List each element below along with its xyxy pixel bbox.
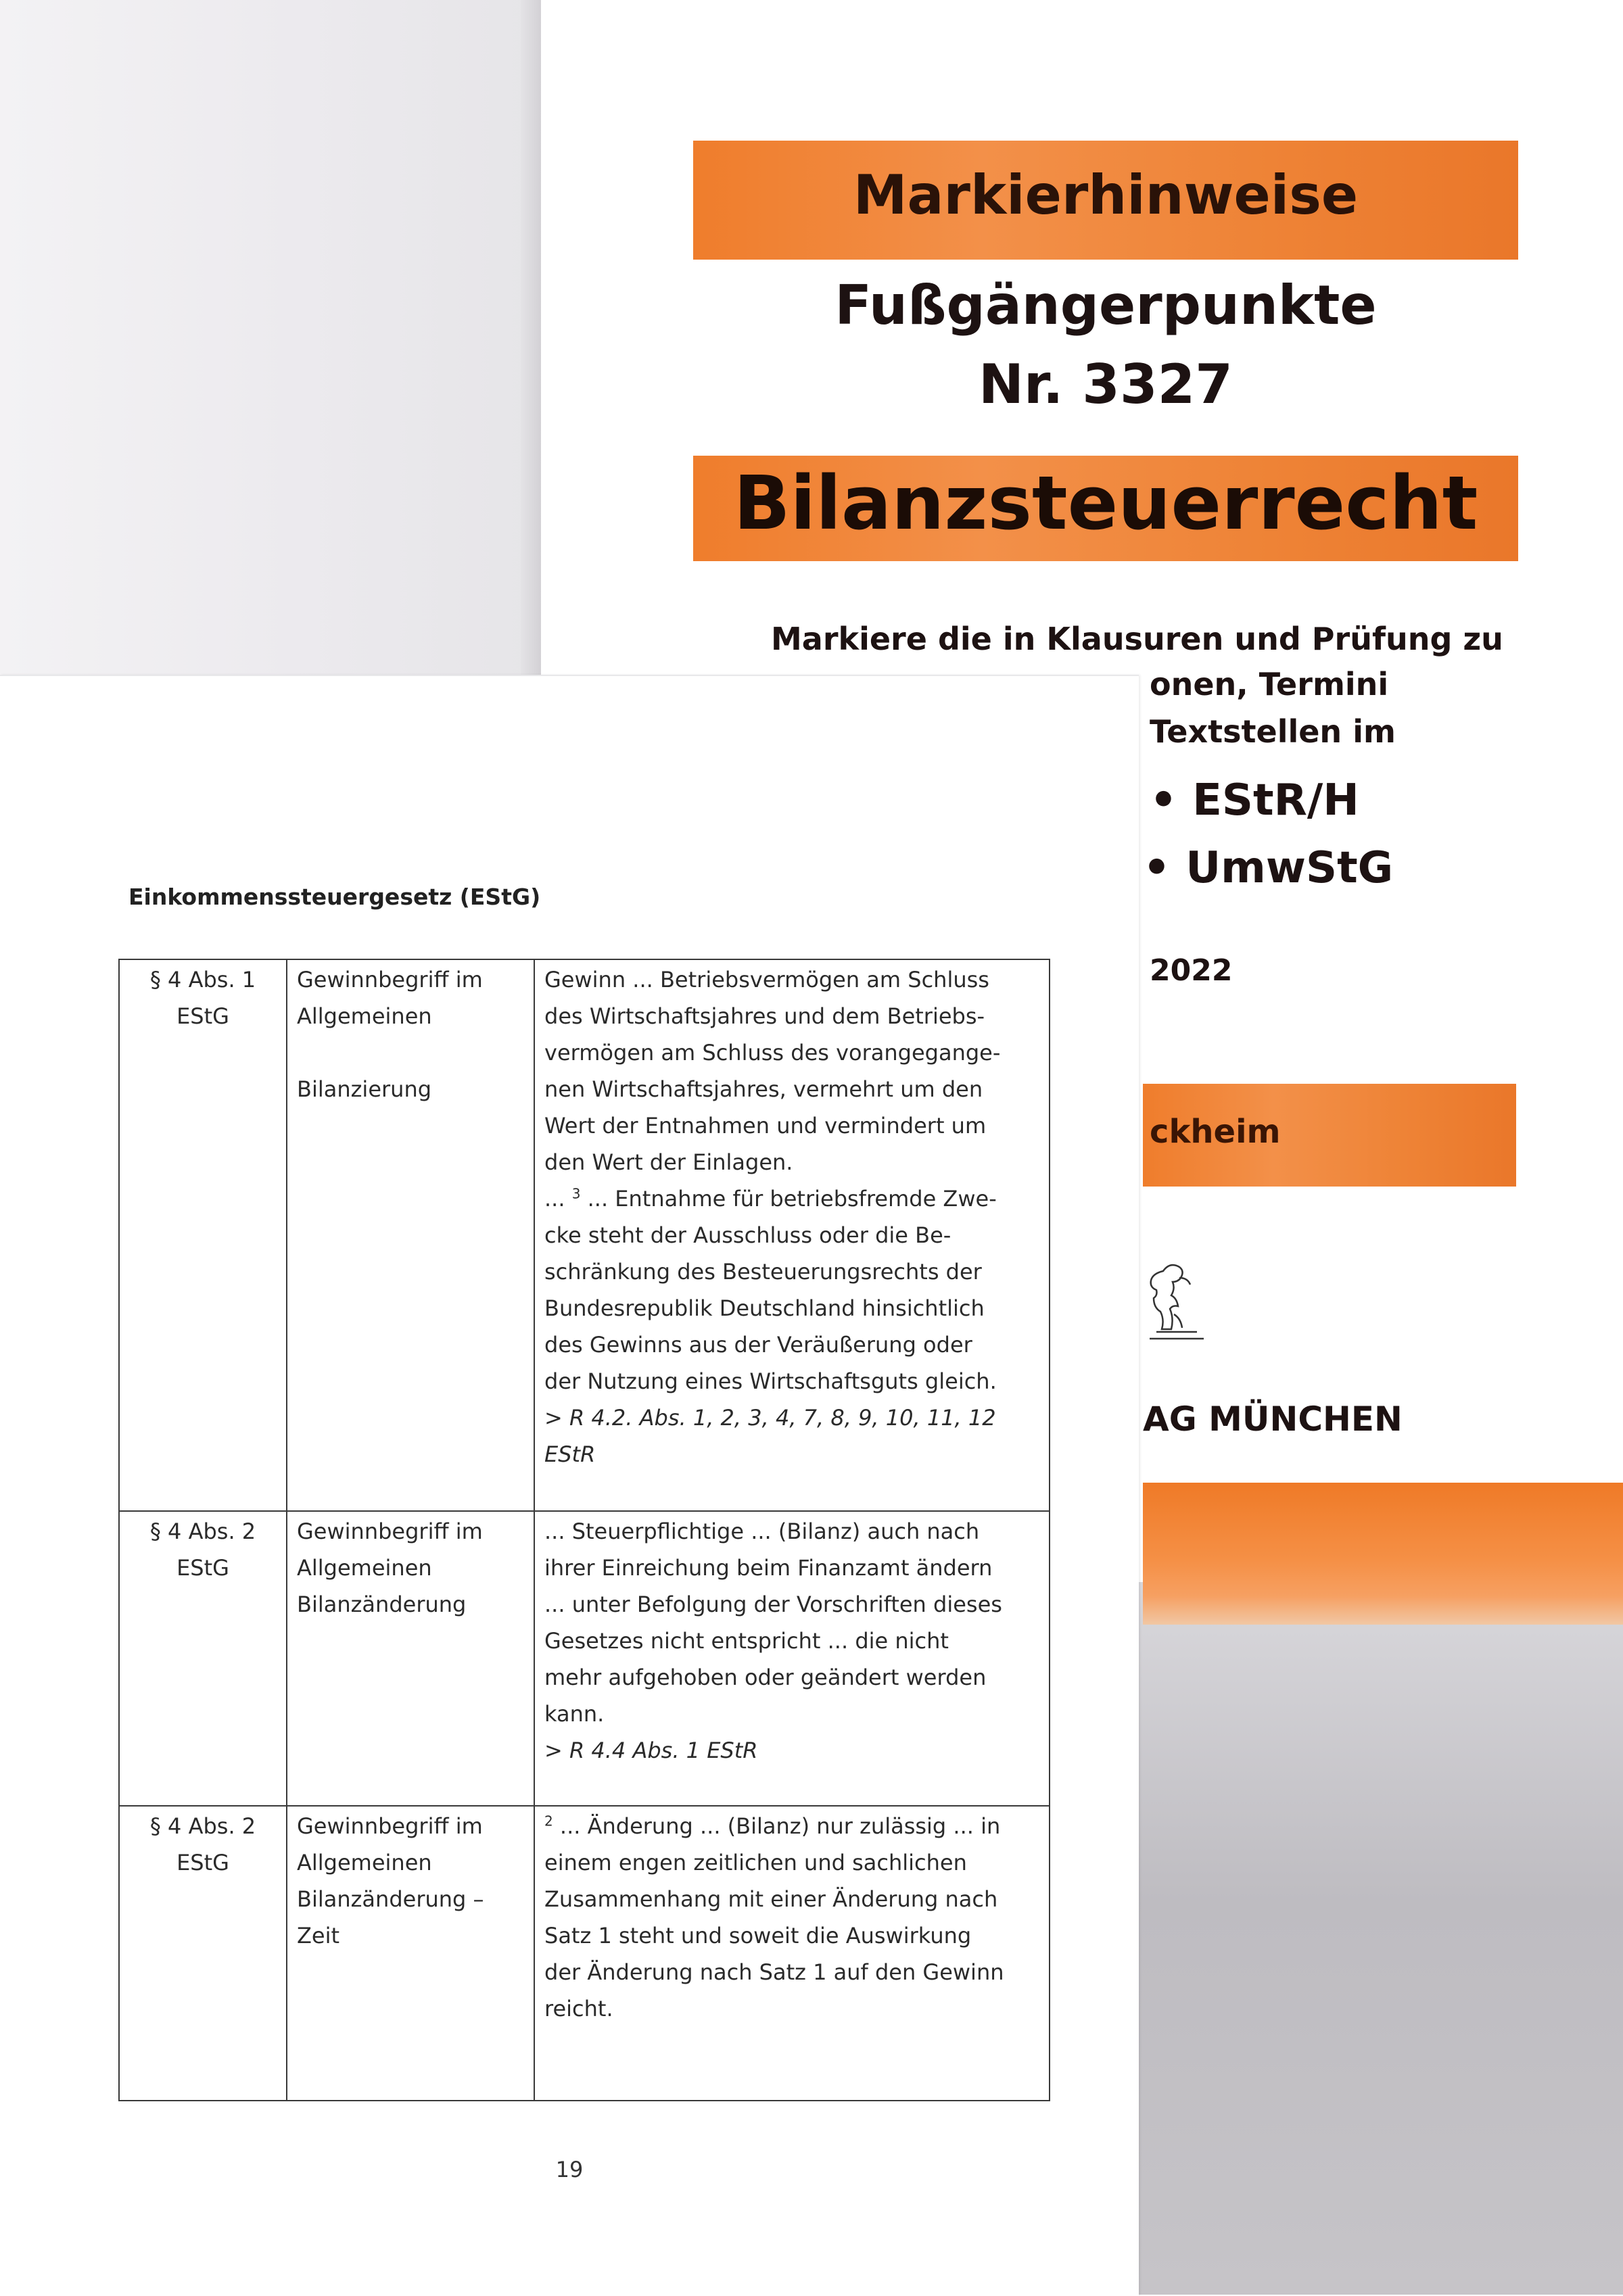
legal-text-line: schränkung des Besteuerungsrechts der bbox=[544, 1259, 982, 1285]
cover-band-bottom bbox=[1143, 1483, 1623, 1625]
cover-description-line-2: onen, Termini bbox=[1150, 666, 1389, 702]
cover-number: Nr. 3327 bbox=[979, 353, 1233, 416]
cover-law-umwstg: • UmwStG bbox=[1143, 843, 1394, 893]
legal-text-line: Wert der Entnahmen und vermindert um bbox=[544, 1113, 987, 1139]
topic-line: Allgemeinen bbox=[297, 1003, 432, 1029]
legal-text-footnote-line bbox=[544, 1180, 1039, 1217]
topic-cell bbox=[287, 1511, 534, 1806]
topic-cell bbox=[287, 959, 534, 1511]
law-abbreviation: EStG bbox=[177, 1003, 229, 1029]
document-title: Einkommenssteuergesetz (EStG) bbox=[128, 884, 541, 910]
legal-text-line: cke steht der Ausschluss oder die Be- bbox=[544, 1222, 951, 1248]
legal-text-line: Gesetzes nicht entspricht ... die nicht bbox=[544, 1628, 949, 1654]
footnote-prefix: ... bbox=[544, 1186, 572, 1212]
guideline-reference: EStR bbox=[544, 1441, 596, 1467]
table-row bbox=[119, 959, 1050, 1511]
topic-line: Gewinnbegriff im bbox=[297, 967, 483, 992]
law-table bbox=[118, 959, 1050, 2101]
legal-text-line: Zusammenhang mit einer Änderung nach bbox=[544, 1886, 998, 1912]
paragraph-reference-cell bbox=[119, 1511, 287, 1806]
cover-description-line-1: Markiere die in Klausuren und Prüfung zu bbox=[771, 621, 1503, 657]
legal-text-line: ihrer Einreichung beim Finanzamt ändern bbox=[544, 1555, 993, 1581]
topic-line: Zeit bbox=[297, 1923, 340, 1948]
cover-year: 2022 bbox=[1150, 953, 1233, 988]
legal-text-line: ... Steuerpflichtige ... (Bilanz) auch nach bbox=[544, 1518, 980, 1544]
topic-line: Allgemeinen bbox=[297, 1850, 432, 1875]
background-left-pages bbox=[0, 0, 541, 676]
legal-text-line: Gewinn ... Betriebsvermögen am Schluss bbox=[544, 967, 989, 992]
topic-cell bbox=[287, 1806, 534, 2101]
law-abbreviation: EStG bbox=[177, 1555, 229, 1581]
topic-line: Bilanzänderung bbox=[297, 1592, 467, 1617]
legal-text-cell bbox=[534, 1511, 1050, 1806]
cover-subtitle: Fußgängerpunkte bbox=[834, 274, 1377, 337]
publisher-lion-logo bbox=[1136, 1258, 1210, 1345]
legal-text-line: reicht. bbox=[544, 1996, 613, 2022]
spacer bbox=[297, 1034, 524, 1071]
legal-text-line: Bundesrepublik Deutschland hinsichtlich bbox=[544, 1295, 985, 1321]
book-edge-shadow bbox=[521, 0, 541, 676]
paragraph-reference: § 4 Abs. 2 bbox=[149, 1813, 256, 1839]
legal-text-line: der Nutzung eines Wirtschaftsguts gleich. bbox=[544, 1368, 997, 1394]
topic-line: Gewinnbegriff im bbox=[297, 1813, 483, 1839]
guideline-reference: > R 4.2. Abs. 1, 2, 3, 4, 7, 8, 9, 10, 11, 12 bbox=[544, 1405, 996, 1431]
page-number: 19 bbox=[555, 2157, 584, 2182]
legal-text-line: mehr aufgehoben oder geändert werden bbox=[544, 1665, 987, 1690]
footnote-marker: 3 bbox=[571, 1185, 581, 1202]
legal-text-line: kann. bbox=[544, 1701, 605, 1727]
legal-text-line: des Wirtschaftsjahres und dem Betriebs- bbox=[544, 1003, 985, 1029]
legal-text-cell bbox=[534, 1806, 1050, 2101]
cover-header: Markierhinweise bbox=[853, 164, 1359, 226]
paragraph-reference-cell bbox=[119, 1806, 287, 2101]
paragraph-reference: § 4 Abs. 1 bbox=[149, 967, 256, 992]
cover-description-line-3: Textstellen im bbox=[1150, 713, 1396, 750]
topic-line: Allgemeinen bbox=[297, 1555, 432, 1581]
paragraph-reference: § 4 Abs. 2 bbox=[149, 1518, 256, 1544]
law-abbreviation: EStG bbox=[177, 1850, 229, 1875]
legal-text-fragment: ... Änderung ... (Bilanz) nur zulässig ... in bbox=[552, 1813, 1001, 1839]
sentence-marker: 2 bbox=[544, 1813, 553, 1829]
topic-line: Bilanzierung bbox=[297, 1076, 432, 1102]
cover-title: Bilanzsteuerrecht bbox=[733, 460, 1478, 546]
legal-text-first-line bbox=[544, 1808, 1039, 1844]
legal-text-line: nen Wirtschaftsjahres, vermehrt um den bbox=[544, 1076, 983, 1102]
legal-text-line: einem engen zeitlichen und sachlichen bbox=[544, 1850, 967, 1875]
footnote-text: ... Entnahme für betriebsfremde Zwe- bbox=[580, 1186, 997, 1212]
legal-text-line: der Änderung nach Satz 1 auf den Gewinn bbox=[544, 1959, 1004, 1985]
guideline-reference: > R 4.4 Abs. 1 EStR bbox=[544, 1738, 758, 1763]
legal-text-line: des Gewinns aus der Veräußerung oder bbox=[544, 1332, 972, 1358]
cover-publisher: AG MÜNCHEN bbox=[1143, 1400, 1403, 1439]
cover-shadow-area bbox=[1139, 1582, 1623, 2295]
legal-text-line: ... unter Befolgung der Vorschriften dieses bbox=[544, 1592, 1002, 1617]
topic-line: Gewinnbegriff im bbox=[297, 1518, 483, 1544]
cover-author: ckheim bbox=[1150, 1113, 1281, 1151]
legal-text-cell bbox=[534, 959, 1050, 1511]
table-row bbox=[119, 1511, 1050, 1806]
cover-law-estrh: • EStR/H bbox=[1150, 775, 1359, 826]
legal-text-line: den Wert der Einlagen. bbox=[544, 1149, 793, 1175]
topic-line: Bilanzänderung – bbox=[297, 1886, 484, 1912]
table-row bbox=[119, 1806, 1050, 2101]
legal-text-line: Satz 1 steht und soweit die Auswirkung bbox=[544, 1923, 972, 1948]
paragraph-reference-cell bbox=[119, 959, 287, 1511]
legal-text-line: vermögen am Schluss des vorangegange- bbox=[544, 1040, 1001, 1066]
